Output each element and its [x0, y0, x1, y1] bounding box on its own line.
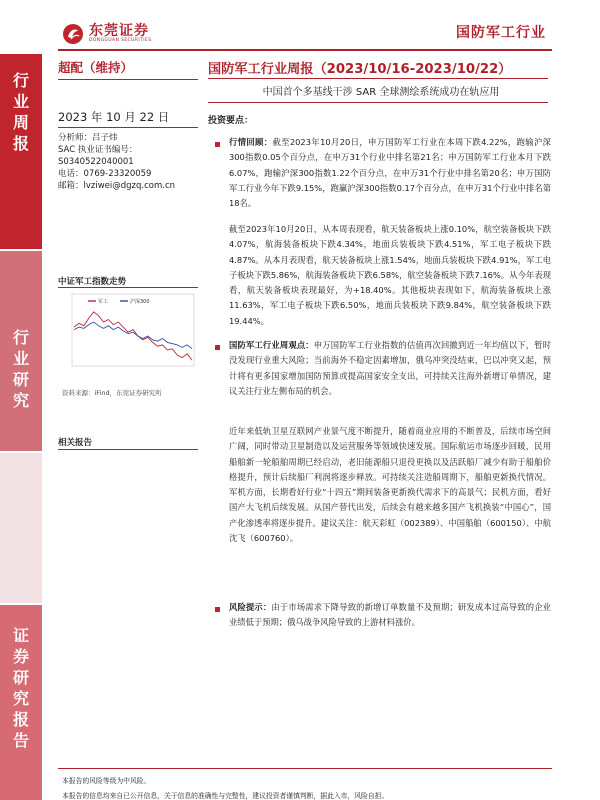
- para-lead-market-review: 行情回顾：: [229, 137, 273, 147]
- series-line-0: [74, 312, 192, 360]
- title-divider: [208, 78, 548, 79]
- para-text-industry-outlook: 近年来低轨卫星互联网产业景气度不断提升，随着商业应用的不断普及，后续市场空间广阔，同时带动卫星制造以及运营服务等领域快速发展。国际航运市场逐步回暖，民用船舶新一轮船舶周期已经启动，老旧能源船只退役更换以及活跃船厂减少有助于船舶价格提升，预计后续船厂利润将逐步释放。可持续关注造船周期下，船舶更新换代情况。军机方面，长期看好行业“十四五”期间装备更新换代需求下的高景气；民机方面，看好国产大飞机后续发展。从国产替代出发，后续会有越来越多国产飞机换装“中国心”，国产化渗透率将逐步提升。建议关注：航天彩虹（002389）、中国船舶（600150）、中航沈飞（600760）。: [229, 426, 551, 544]
- para-text-weekly-view: 申万国防军工行业指数的估值再次回撤到近一年均值以下，暂时没发现行业重大风险；当前海外不稳定因素增加，俄乌冲突没结束，巴以冲突又起，预计将有更多国家增加国防预算或提高国家安全支出，可持续关注海外新增订单情况，建议关注行业左侧布局的机会。: [229, 340, 551, 396]
- rating-label: 超配（维持）: [58, 60, 134, 75]
- bullet-risk-warning: [215, 607, 220, 612]
- para-text-sector-performance: 截至2023年10月20日，从本周表现看，航天装备板块上涨0.10%，航空装备板块下跌4.07%，航海装备板块下跌4.34%，地面兵装板块下跌4.51%，军工电子板块下跌4.87%。从本月表现看，航天装备板块上涨1.54%，地面兵装板块下跌4.91%，军工电子板块下跌5.86%，航海装备板块下跌6.58%，航空装备板块下跌7.16%。从今年表现看，航天装备板块表现最好，为+18.40%。其他板块表现如下，航海装备板块上涨11.63%，军工电子板块下跌6.50%，地面兵装板块下跌9.84%，航空装备板块下跌19.44%。: [229, 224, 551, 326]
- analyst-info: [58, 132, 175, 192]
- company-logo: [62, 22, 151, 46]
- related-reports-label: 相关报告: [58, 438, 93, 448]
- index-chart-title: 中证军工指数走势: [58, 277, 127, 287]
- para-lead-risk-warning: 风险提示：: [229, 602, 272, 612]
- industry-tag: 国防军工行业: [456, 25, 546, 41]
- para-industry-outlook: [229, 424, 551, 546]
- para-market-review: [229, 135, 551, 211]
- related-divider: [58, 449, 198, 450]
- legend-label-1: 沪深300: [130, 299, 150, 305]
- chart-series-group: [74, 312, 192, 360]
- rating-divider: [58, 79, 198, 80]
- para-sector-performance: [229, 222, 551, 329]
- footer-disclaimer: 本报告的信息均来自已公开信息，关于信息的准确性与完整性，建议投资者谨慎判断，据此入市，风险自担。: [62, 792, 389, 800]
- para-lead-weekly-view: 国防军工行业周观点：: [229, 340, 314, 350]
- investment-points-heading: 投资要点：: [208, 116, 254, 126]
- side-segment-3: [0, 453, 42, 603]
- footer-risk-level: 本报告的风险等级为中风险。: [62, 777, 151, 785]
- chart-source: 资料来源：iFind，东莞证券研究所: [62, 389, 162, 397]
- report-title: 国防军工行业周报（2023/10/16-2023/10/22）: [208, 62, 512, 77]
- bullet-market-review: [215, 142, 220, 147]
- footer-divider: [58, 768, 552, 769]
- para-text-market-review: 截至2023年10月20日，申万国防军工行业在本周下跌4.22%，跑输沪深300指数0.05个百分点，在申万31个行业中排名第21名；申万国防军工行业本月下跌6.07%，跑输沪深300指数1.22个百分点，在申万31个行业中排名第20名；申万国防军工行业今年下跌9.15%，跑赢沪深300指数0.17个百分点，在申万31个行业中排名第18名。: [229, 137, 551, 209]
- side-label-research: 行 业 研 究: [12, 328, 29, 410]
- legend-label-0: 军工: [98, 299, 109, 305]
- logo-mark-icon: [62, 23, 84, 45]
- brand-name-cn: 东莞证券: [89, 23, 149, 40]
- brand-name-en: DONGGUAN SECURITIES: [89, 38, 152, 44]
- analyst-sac-number: S0340522040001: [58, 157, 134, 167]
- para-text-risk-warning: 由于市场需求下降导致的新增订单数量不及预期；研发成本过高导致的企业业绩低于预期；俄乌战争风险导致的上游材料涨价。: [229, 602, 551, 628]
- report-subtitle: 中国首个多基线干涉 SAR 全球测绘系统成功在轨应用: [262, 87, 500, 98]
- date-divider: [58, 127, 198, 128]
- analyst-name: 分析师：吕子炜: [58, 133, 118, 143]
- series-line-1: [74, 322, 192, 349]
- header-divider: [58, 49, 552, 51]
- chart-legend: [88, 298, 150, 305]
- side-label-weekly: 行 业 周 报: [12, 71, 29, 153]
- para-weekly-view: [229, 338, 551, 399]
- report-date: 2023 年 10 月 22 日: [58, 110, 170, 124]
- subtitle-divider: [208, 102, 548, 103]
- side-label-securities-report: 证 券 研 究 报 告: [12, 626, 29, 750]
- analyst-phone: 电话：0769-23320059: [58, 169, 152, 179]
- side-band: [0, 54, 42, 800]
- analyst-email[interactable]: 邮箱：lvziwei@dgzq.com.cn: [58, 181, 176, 191]
- index-trend-chart: [58, 288, 198, 384]
- analyst-sac-label: SAC 执业证书编号：: [58, 145, 138, 155]
- bullet-weekly-view: [215, 345, 220, 350]
- para-risk-warning: [229, 600, 551, 631]
